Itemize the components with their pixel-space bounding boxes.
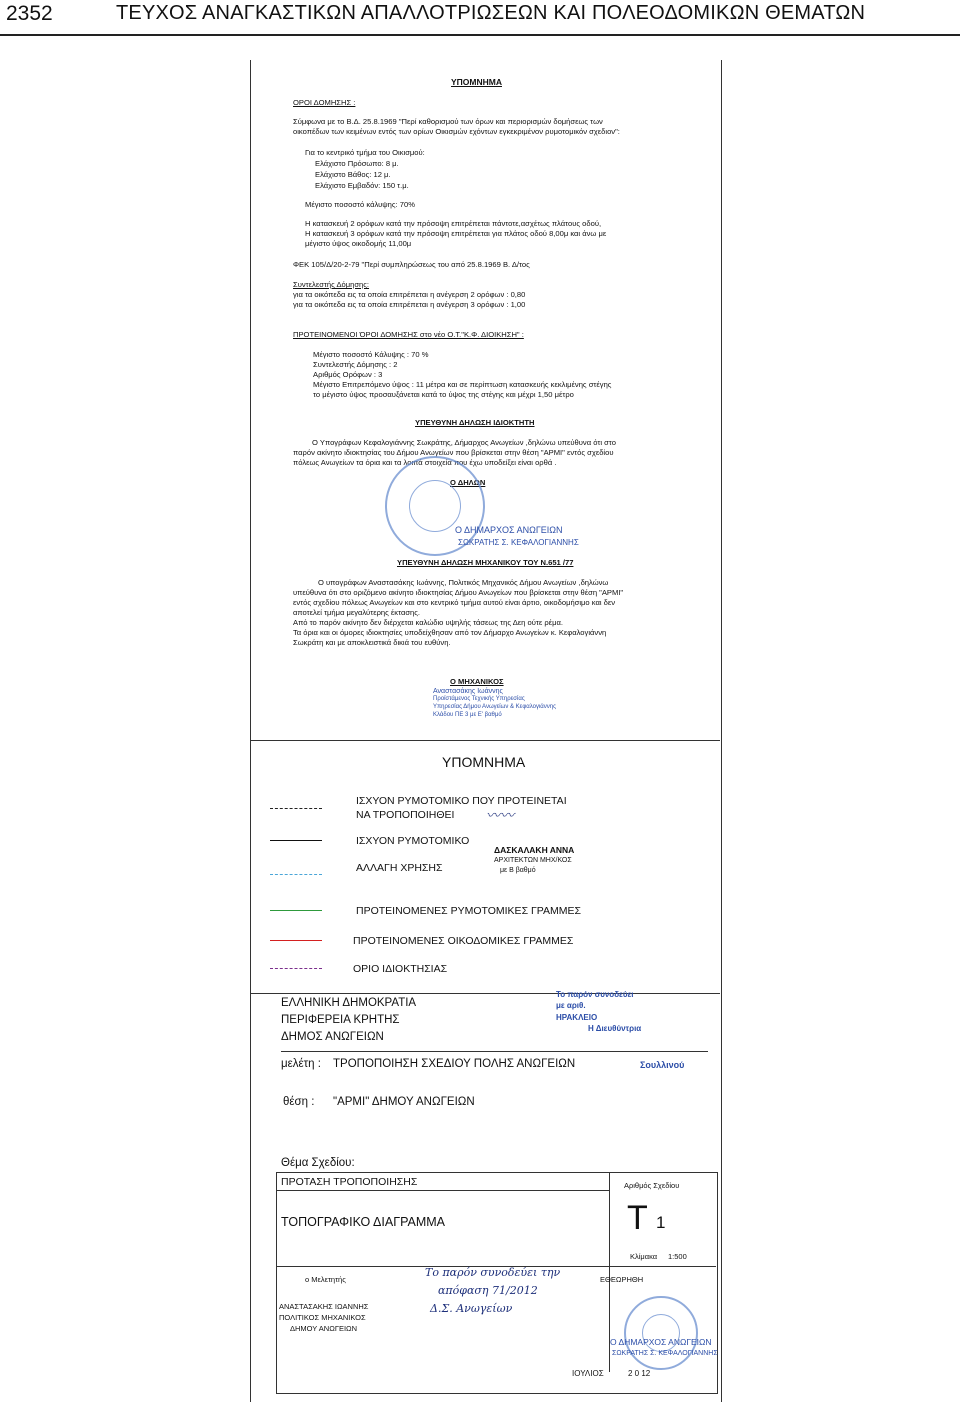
page-header [0,0,960,36]
legend-label: ΙΣΧΥΟΝ ΡΥΜΟΤΟΜΙΚΟ [356,835,470,847]
study-value: ΤΡΟΠΟΠΟΙΗΣΗ ΣΧΕΔΙΟΥ ΠΟΛΗΣ ΑΝΩΓΕΙΩΝ [333,1058,576,1070]
declaration-line: παρόν ακίνητο ιδιοκτησίας του Δήμου Ανωγείων που βρίσκεται στην θέση "ΑΡΜΙ" εντός σχεδίου [293,448,614,457]
engineer-line: αποτελεί τμήμα μεγαλύτερης έκτασης. [293,608,421,617]
legend-line-proposed-building [270,940,322,941]
subject-label: Θέμα Σχεδίου: [281,1157,355,1169]
decree-line: οικοπέδων των κειμένων εντός των ορίων Οικισμών εχόντων εγκεκριμένον ρυμοτομικόν σχεδιον": [293,127,620,136]
engineer-stamp-line: Υπηρεσίας Δήμου Ανωγείων & Κεφαλογιάννης [433,704,556,710]
floors-rule: Η κατασκευή 3 ορόφων κατά την πρόσοψη επιτρέπεται για πλάτος οδού 8,00μ και άνω με [305,229,607,238]
proposed-term: Συντελεστής Δόμησης : 2 [313,360,398,369]
handwritten-signature-icon: 〰〰 [486,808,514,824]
architect-stamp-role: ΑΡΧΙΤΕΚΤΩΝ ΜΗΧ/ΚΟΣ [494,857,572,864]
proposed-terms-heading: ΠΡΟΤΕΙΝΟΜΕΝΟΙ ΌΡΟΙ ΔΟΜΗΣΗΣ στο νέο Ο.Τ."Κ.Φ. ΔΙΟΙΚΗΣΗ" : [293,330,524,339]
engineer-line: υπεύθυνα ότι στο οριζόμενο ακίνητο ιδιοκτησίας Δήμου Ανωγείων που βρίσκεται στην θέση "ΑΡΜΙ" [293,588,624,597]
year: 2 0 12 [628,1369,651,1378]
section-divider [250,740,720,741]
mayor-stamp-title: Ο ΔΗΜΑΡΧΟΣ ΑΝΩΓΕΙΩΝ [455,525,563,535]
section-divider [250,993,720,994]
legend-label: ΠΡΟΤΕΙΝΟΜΕΝΕΣ ΡΥΜΟΤΟΜΙΚΕΣ ΓΡΑΜΜΕΣ [356,905,581,917]
designer-label: ο Μελετητής [305,1275,346,1284]
municipality-name: ΔΗΜΟΣ ΑΝΩΓΕΙΩΝ [281,1031,384,1043]
engineer-stamp-line: Προϊστάμενος Τεχνικής Υπηρεσίας [433,696,525,702]
location-value: "ΑΡΜΙ" ΔΗΜΟΥ ΑΝΩΓΕΙΩΝ [333,1096,475,1108]
legend-title: ΥΠΟΜΝΗΜΑ [442,754,526,770]
declaration-line: Ο Υπογράφων Κεφαλογιάννης Σωκράτης, Δήμαρχος Ανωγείων ,δηλώνω υπεύθυνα ότι στο [312,438,616,447]
legend-line-existing-modified [270,808,322,809]
approval-text: Σουλλινού [640,1060,685,1070]
legend-label: ΟΡΙΟ ΙΔΙΟΚΤΗΣΙΑΣ [353,963,448,975]
legend-label: ΝΑ ΤΡΟΠΟΠΟΙΗΘΕΙ [356,809,455,821]
engineer-line: Από το παρόν ακίνητο δεν διέρχεται καλώδιο υψηλής τάσεως της Δεη ούτε ρέμα. [293,618,563,627]
decree-line: Σύμφωνα με το Β.Δ. 25.8.1969 "Περί καθορισμού των όρων και περιορισμών δομήσεως των [293,117,603,126]
proposal-label: ΠΡΟΤΑΣΗ ΤΡΟΠΟΠΟΙΗΣΗΣ [281,1176,418,1188]
notes-section [250,60,720,740]
legend-line-use-change [270,874,322,875]
central-part: Για το κεντρικό τμήμα του Οικισμού: [305,148,425,157]
designer-role: ΠΟΛΙΤΙΚΟΣ ΜΗΧΑΝΙΚΟΣ [279,1313,366,1322]
floors-rule: Η κατασκευή 2 ορόφων κατά την πρόσοψη επιτρέπεται πάντοτε,ασχέτως πλάτους οδού, [305,219,602,228]
proposed-term: Μέγιστο Επιτρεπόμενο ύψος : 11 μέτρα και σε περίπτωση κατασκευής κεκλιμένης στέγης [313,380,612,389]
owner-declaration-heading: ΥΠΕΥΘΥΝΗ ΔΗΛΩΣΗ ΙΔΙΟΚΤΗΤΗ [415,418,535,427]
municipality-seal-icon [624,1296,698,1370]
engineer-stamp-line: Αναστασάκης Ιωάννης [433,688,503,695]
engineer-line: Ο υπογράφων Αναστασάκης Ιωάννης, Πολιτικός Μηχανικός Δήμου Ανωγείων ,δηλώνω [318,578,609,587]
legend-label: ΠΡΟΤΕΙΝΟΜΕΝΕΣ ΟΙΚΟΔΟΜΙΚΕΣ ΓΡΑΜΜΕΣ [353,935,574,947]
drawing-number-label: Αριθμός Σχεδίου [624,1181,680,1190]
study-label: μελέτη : [281,1058,321,1070]
proposed-term: το μέγιστο ύψος προσαυξάνεται κατά το ύψος της στέγης και μέχρι 1,50 μέτρο [313,390,574,399]
drawing-number-letter: Τ [627,1199,648,1237]
terms-heading: ΟΡΟΙ ΔΟΜΗΣΗΣ : [293,98,356,107]
declaration-line: πόλεως Ανωγείων τα όρια και τα λοιπά στοιχεία που έχω υποδείξει είναι ορθά . [293,458,557,467]
journal-title: ΤΕΥΧΟΣ ΑΝΑΓΚΑΣΤΙΚΩΝ ΑΠΑΛΛΟΤΡΙΩΣΕΩΝ ΚΑΙ ΠΟΛΕΟΔΟΜΙΚΩΝ ΘΕΜΑΤΩΝ [116,2,866,24]
architect-stamp-grade: με Β βαθμό [500,867,536,874]
legend-line-existing [270,840,322,841]
min-depth: Ελάχιστο Βάθος: 12 μ. [315,170,391,179]
engineer-line: Τα όρια και οι όμορες ιδιοκτησίες υποδείχθησαν από τον Δήμαρχο Ανωγείων κ. Κεφαλογιάννη [293,628,607,637]
legend-label: ΑΛΛΑΓΗ ΧΡΗΣΗΣ [356,862,443,874]
declarant-label: Ο ΔΗΛΩΝ [450,478,486,487]
scale-label: Κλίμακα [630,1252,658,1261]
engineer-line: Σωκράτη και με αποκλειστικά δικιά του ευθύνη. [293,638,451,647]
mayor-stamp-name: ΣΩΚΡΑΤΗΣ Σ. ΚΕΦΑΛΟΓΙΑΝΝΗΣ [458,538,579,547]
checked-label: ΕΘΕΩΡΗΘΗ [600,1275,644,1284]
min-frontage: Ελάχιστο Πρόσωπο: 8 μ. [315,159,399,168]
approval-text: Το παρόν συνοδεύει [556,990,634,999]
drawing-number-digit: 1 [656,1213,666,1232]
handwritten-note: απόφαση 71/2012 [438,1284,538,1297]
approval-text: ΗΡΑΚΛΕΙΟ [556,1013,598,1022]
min-area: Ελάχιστο Εμβαδόν: 150 τ.μ. [315,181,409,190]
architect-stamp-name: ΔΑΣΚΑΛΑΚΗ ΑΝΝΑ [494,845,575,855]
engineer-stamp-line: Κλάδου ΠΕ 3 με Ε' βαθμό [433,712,502,718]
page-number: 2352 [6,2,53,25]
legend-line-proposed-street [270,910,322,911]
mayor-stamp-name: ΣΩΚΡΑΤΗΣ Σ. ΚΕΦΑΛΟΓΙΑΝΝΗΣ [612,1350,718,1357]
rule [276,1190,609,1191]
fek-reference: ΦΕΚ 105/Δ/20-2-79 "Περί συμπληρώσεως του από 25.8.1969 Β. Δ/τος [293,260,530,269]
designer-org: ΔΗΜΟΥ ΑΝΩΓΕΙΩΝ [290,1324,358,1333]
notes-title: ΥΠΟΜΝΗΜΑ [451,77,502,87]
legend-line-property-boundary [270,968,322,969]
country-name: ΕΛΛΗΝΙΚΗ ΔΗΜΟΚΡΑΤΙΑ [281,997,417,1009]
engineer-declaration-heading: ΥΠΕΥΘΥΝΗ ΔΗΛΩΣΗ ΜΗΧΑΝΙΚΟΥ ΤΟΥ Ν.651 /77 [397,558,574,567]
location-label: θέση : [283,1096,315,1108]
engineer-label: Ο ΜΗΧΑΝΙΚΟΣ [450,677,504,686]
coefficient-heading: Συντελεστής Δόμησης: [293,280,370,289]
coefficient-line: για τα οικόπεδα εις τα οποία επιτρέπεται η ανέγερση 2 ορόφων : 0,80 [293,290,526,299]
designer-name: ΑΝΑΣΤΑΣΑΚΗΣ ΙΩΑΝΝΗΣ [279,1302,369,1311]
approval-text: Η Διευθύντρια [588,1024,642,1033]
legend-label: ΙΣΧΥΟΝ ΡΥΜΟΤΟΜΙΚΟ ΠΟΥ ΠΡΟΤΕΙΝΕΤΑΙ [356,795,567,807]
scale-value: 1:500 [668,1252,687,1261]
drawing-type: ΤΟΠΟΓΡΑΦΙΚΟ ΔΙΑΓΡΑΜΜΑ [281,1215,446,1229]
handwritten-note: Δ.Σ. Ανωγείων [430,1302,513,1315]
coefficient-line: για τα οικόπεδα εις τα οποία επιτρέπεται η ανέγερση 3 ορόφων : 1,00 [293,300,526,309]
approval-text: με αριθ. [556,1001,586,1010]
max-coverage: Μέγιστο ποσοστό κάλυψης: 70% [305,200,415,209]
region-name: ΠΕΡΙΦΕΡΕΙΑ ΚΡΗΤΗΣ [281,1014,400,1026]
month: ΙΟΥΛΙΟΣ [572,1369,604,1378]
handwritten-note: Το παρόν συνοδεύει την [425,1266,561,1279]
engineer-line: εντός σχεδίου πόλεως Ανωγείων και στο κεντρικό τμήμα αυτού είναι άρτιο, οικοδομήσιμο και δεν [293,598,616,607]
mayor-stamp-title: Ο ΔΗΜΑΡΧΟΣ ΑΝΩΓΕΙΩΝ [610,1337,712,1347]
proposed-term: Μέγιστο ποσοστό Κάλυψης : 70 % [313,350,429,359]
proposed-term: Αριθμός Ορόφων : 3 [313,370,383,379]
max-height: μέγιστο ύψος οικοδομής 11,00μ [305,239,412,248]
rule [281,1051,708,1052]
